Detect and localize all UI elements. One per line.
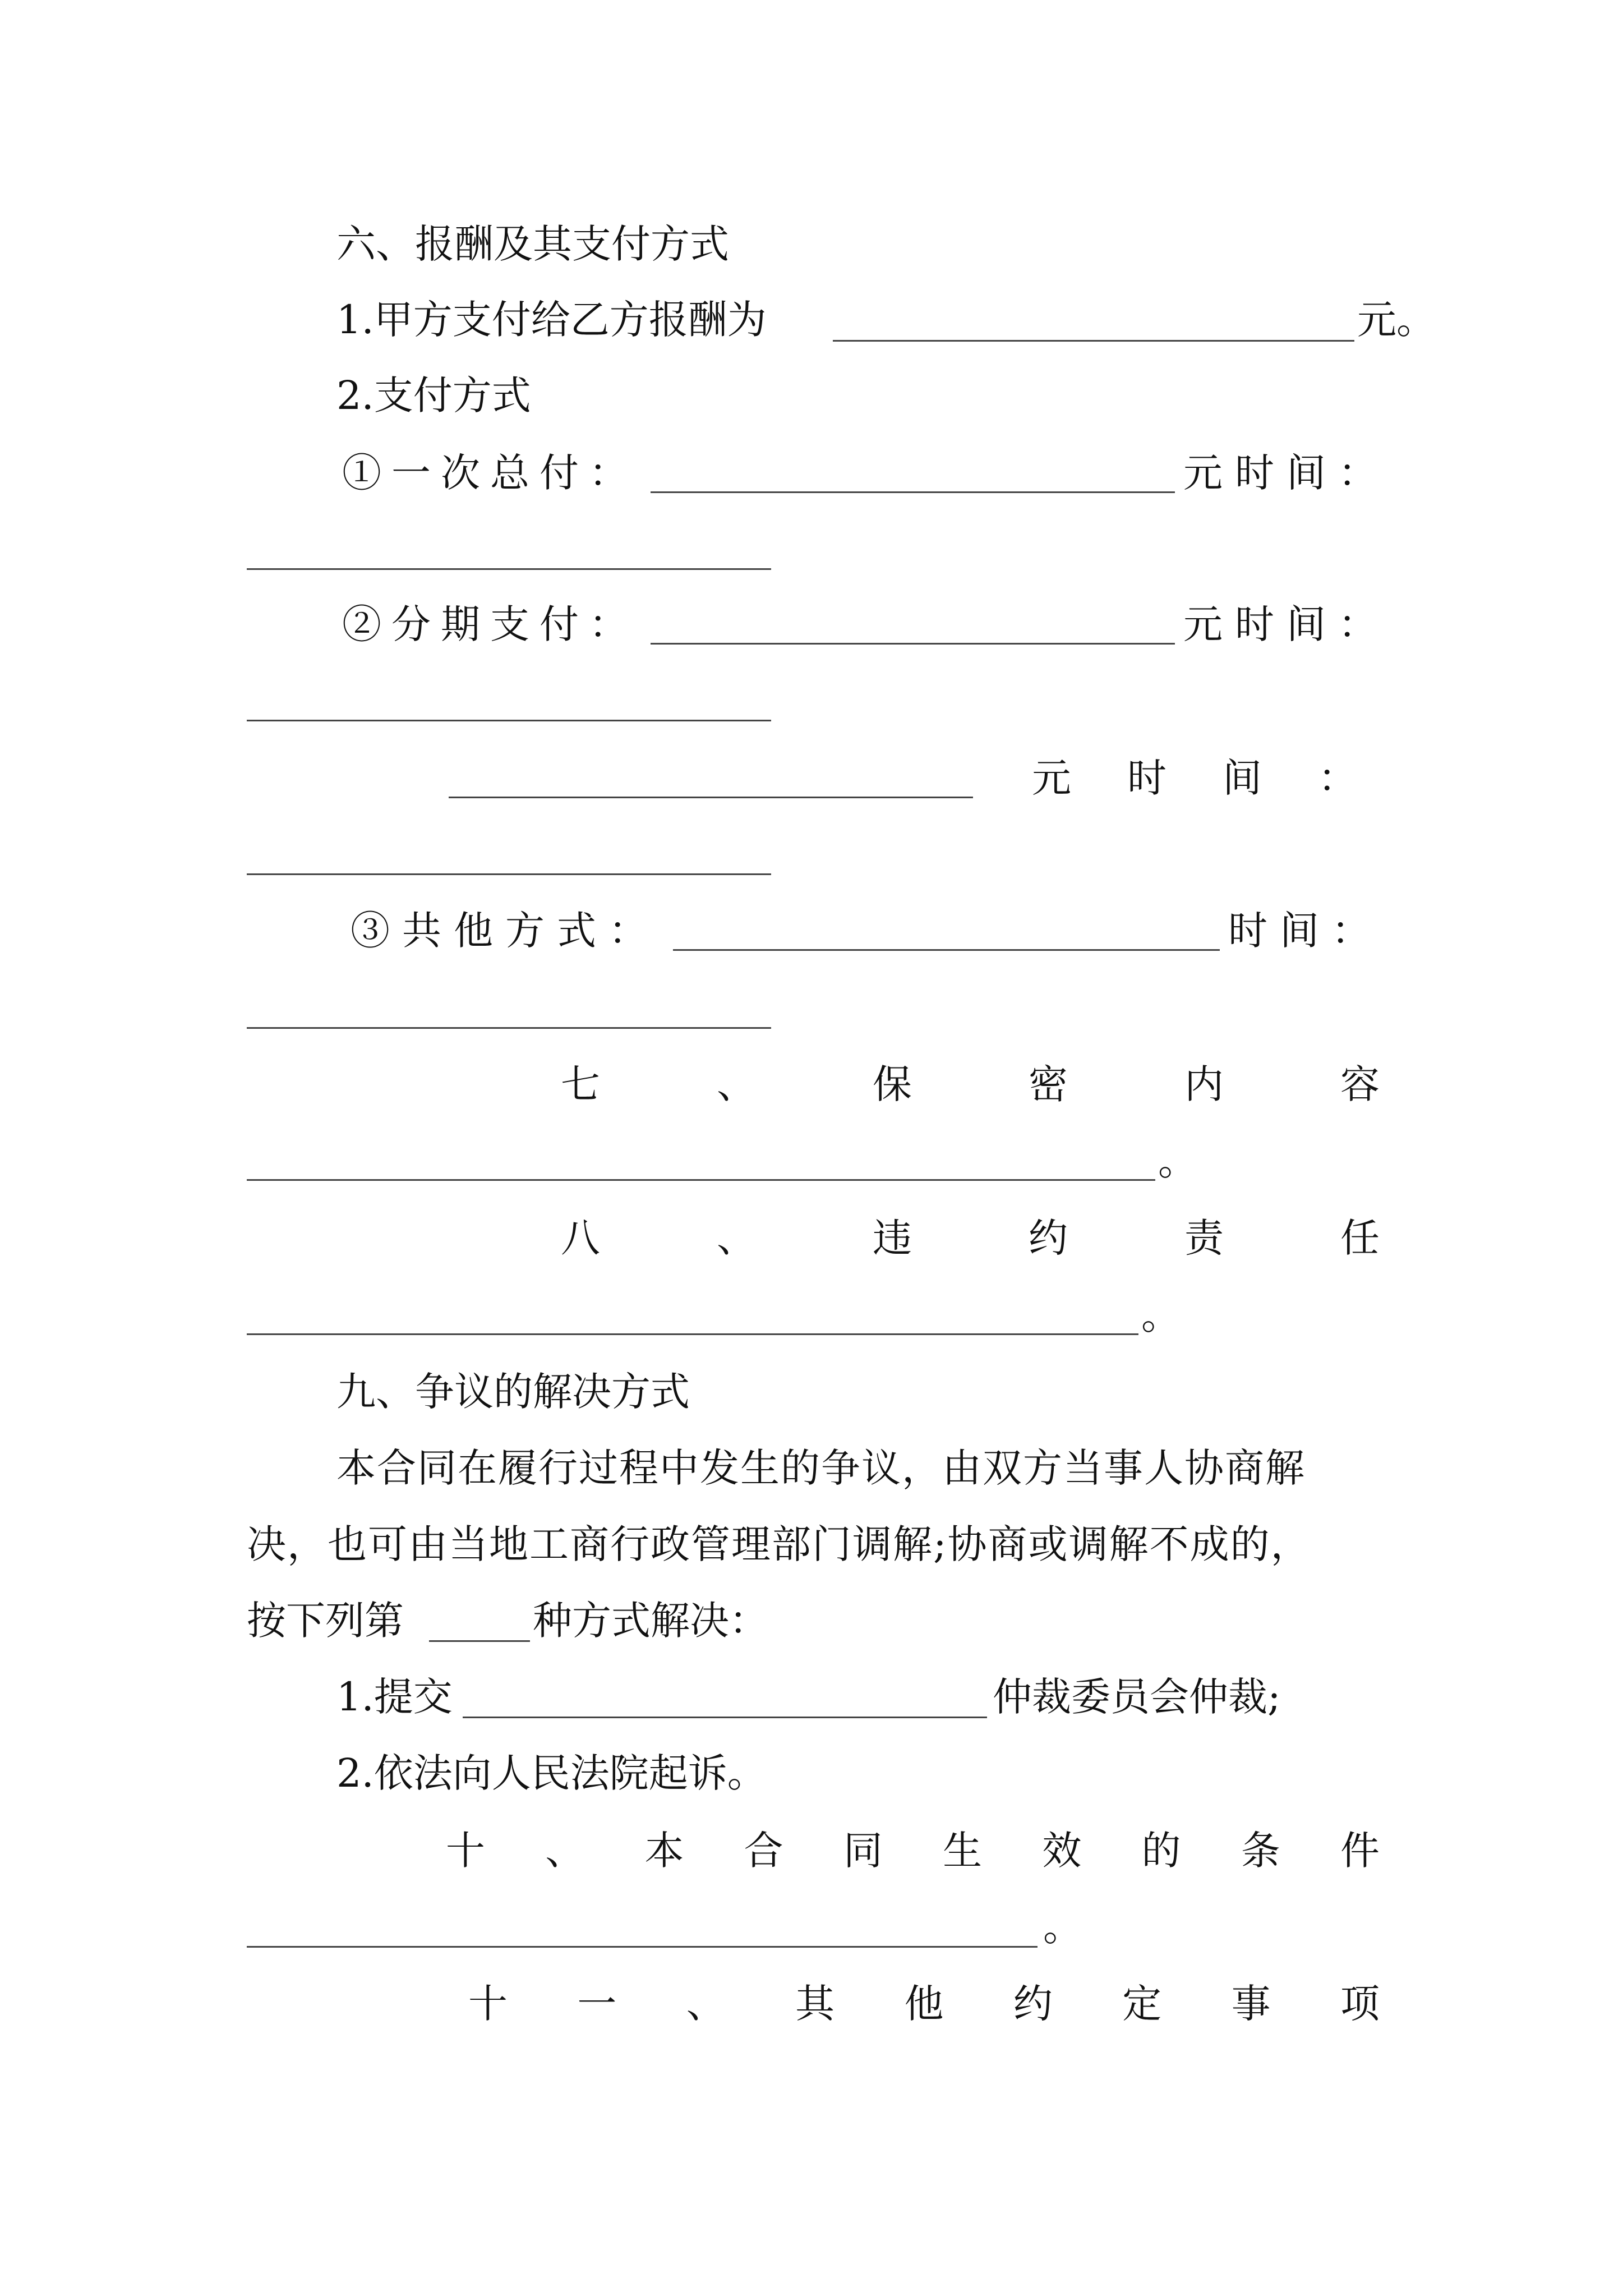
s11-char: 事	[1231, 1981, 1271, 2027]
s9-arbitration-blank	[463, 1717, 987, 1718]
s9-para-line1: 本合同在履行过程中发生的争议，由双方当事人协商解	[336, 1445, 1306, 1491]
s10-char: 合	[744, 1828, 783, 1874]
s11-char: 其	[795, 1981, 835, 2027]
section-9-heading: 九、争议的解决方式	[336, 1369, 690, 1415]
s6-opt3-method-blank	[673, 949, 1220, 951]
s9-para-line3-prefix: 按下列第	[247, 1598, 404, 1644]
s8-char: 八	[561, 1215, 600, 1261]
s11-char: 项	[1340, 1981, 1380, 2027]
s6-opt2b-amount-blank	[449, 797, 973, 798]
s7-char: 、	[717, 1061, 756, 1107]
s10-char: 生	[943, 1828, 983, 1874]
s6-opt1-time-blank	[247, 568, 771, 570]
s8-content-blank	[247, 1333, 1138, 1335]
s8-char: 违	[873, 1215, 912, 1261]
s8-char: 、	[717, 1215, 756, 1261]
s7-char: 保	[873, 1061, 912, 1107]
s6-opt3-suffix: 时间：	[1228, 908, 1383, 954]
s10-char: 件	[1340, 1828, 1380, 1874]
s7-char: 容	[1340, 1061, 1380, 1107]
s6-opt2b-char: ：	[1318, 755, 1357, 801]
s6-opt1-suffix: 元时间：	[1183, 450, 1390, 496]
section-10-heading	[446, 1828, 1380, 1874]
s11-char: 定	[1122, 1981, 1162, 2027]
s6-opt3-time-blank	[247, 1027, 771, 1029]
s7-char: 七	[561, 1061, 600, 1107]
s6-opt2b-suffix	[1032, 755, 1357, 801]
s10-char: 效	[1042, 1828, 1082, 1874]
s6-opt2-suffix: 元时间：	[1183, 601, 1390, 647]
s6-opt2b-time-blank	[247, 873, 771, 875]
s6-item2: 2.支付方式	[336, 372, 531, 418]
s6-opt1-amount-blank	[651, 491, 1175, 493]
s10-char: 本	[644, 1828, 684, 1874]
s6-opt2b-char: 时	[1127, 755, 1166, 801]
s8-char: 责	[1184, 1215, 1224, 1261]
s6-item1-suffix: 元。	[1357, 297, 1436, 343]
s7-char: 密	[1029, 1061, 1068, 1107]
s7-content-blank	[247, 1179, 1155, 1181]
s11-char: 他	[904, 1981, 944, 2027]
s6-opt3-label: ③共他方式：	[351, 908, 660, 954]
s6-opt1-label: ①一次总付：	[342, 450, 638, 496]
s8-char: 约	[1029, 1215, 1068, 1261]
s6-opt2-label: ②分期支付：	[342, 601, 638, 647]
s11-char: 、	[686, 1981, 726, 2027]
s10-char: 条	[1241, 1828, 1280, 1874]
s10-content-blank	[247, 1946, 1038, 1948]
section-11-heading	[468, 1981, 1380, 2027]
s6-opt2b-char: 间	[1223, 755, 1262, 801]
s8-char: 任	[1340, 1215, 1380, 1261]
s10-char: 同	[843, 1828, 883, 1874]
s8-end-mark: 。	[1141, 1292, 1181, 1338]
s6-item1-prefix: 1.甲方支付给乙方报酬为	[336, 297, 767, 343]
s6-item1-blank	[833, 340, 1354, 342]
s10-end-mark: 。	[1043, 1904, 1082, 1950]
s9-method-number-blank	[429, 1640, 530, 1642]
s6-opt2-time-blank	[247, 720, 771, 721]
s11-char: 一	[577, 1981, 617, 2027]
section-6-heading: 六、报酬及其支付方式	[336, 221, 729, 267]
s10-char: 、	[545, 1828, 585, 1874]
section-7-heading	[561, 1061, 1380, 1107]
s7-char: 内	[1184, 1061, 1224, 1107]
s7-end-mark: 。	[1158, 1138, 1197, 1184]
s9-item1-suffix: 仲裁委员会仲裁;	[993, 1674, 1281, 1720]
s11-char: 十	[468, 1981, 508, 2027]
s9-item2: 2.依法向人民法院起诉。	[336, 1750, 767, 1796]
s10-char: 十	[446, 1828, 485, 1874]
s9-item1-prefix: 1.提交	[336, 1674, 453, 1720]
s9-para-line3-suffix: 种方式解决：	[533, 1598, 768, 1644]
s9-para-line2: 决，也可由当地工商行政管理部门调解;协商或调解不成的，	[247, 1521, 1311, 1567]
s11-char: 约	[1013, 1981, 1053, 2027]
s6-opt2b-char: 元	[1032, 755, 1071, 801]
section-8-heading	[561, 1215, 1380, 1261]
s6-opt2-amount-blank	[651, 643, 1175, 645]
s10-char: 的	[1141, 1828, 1181, 1874]
